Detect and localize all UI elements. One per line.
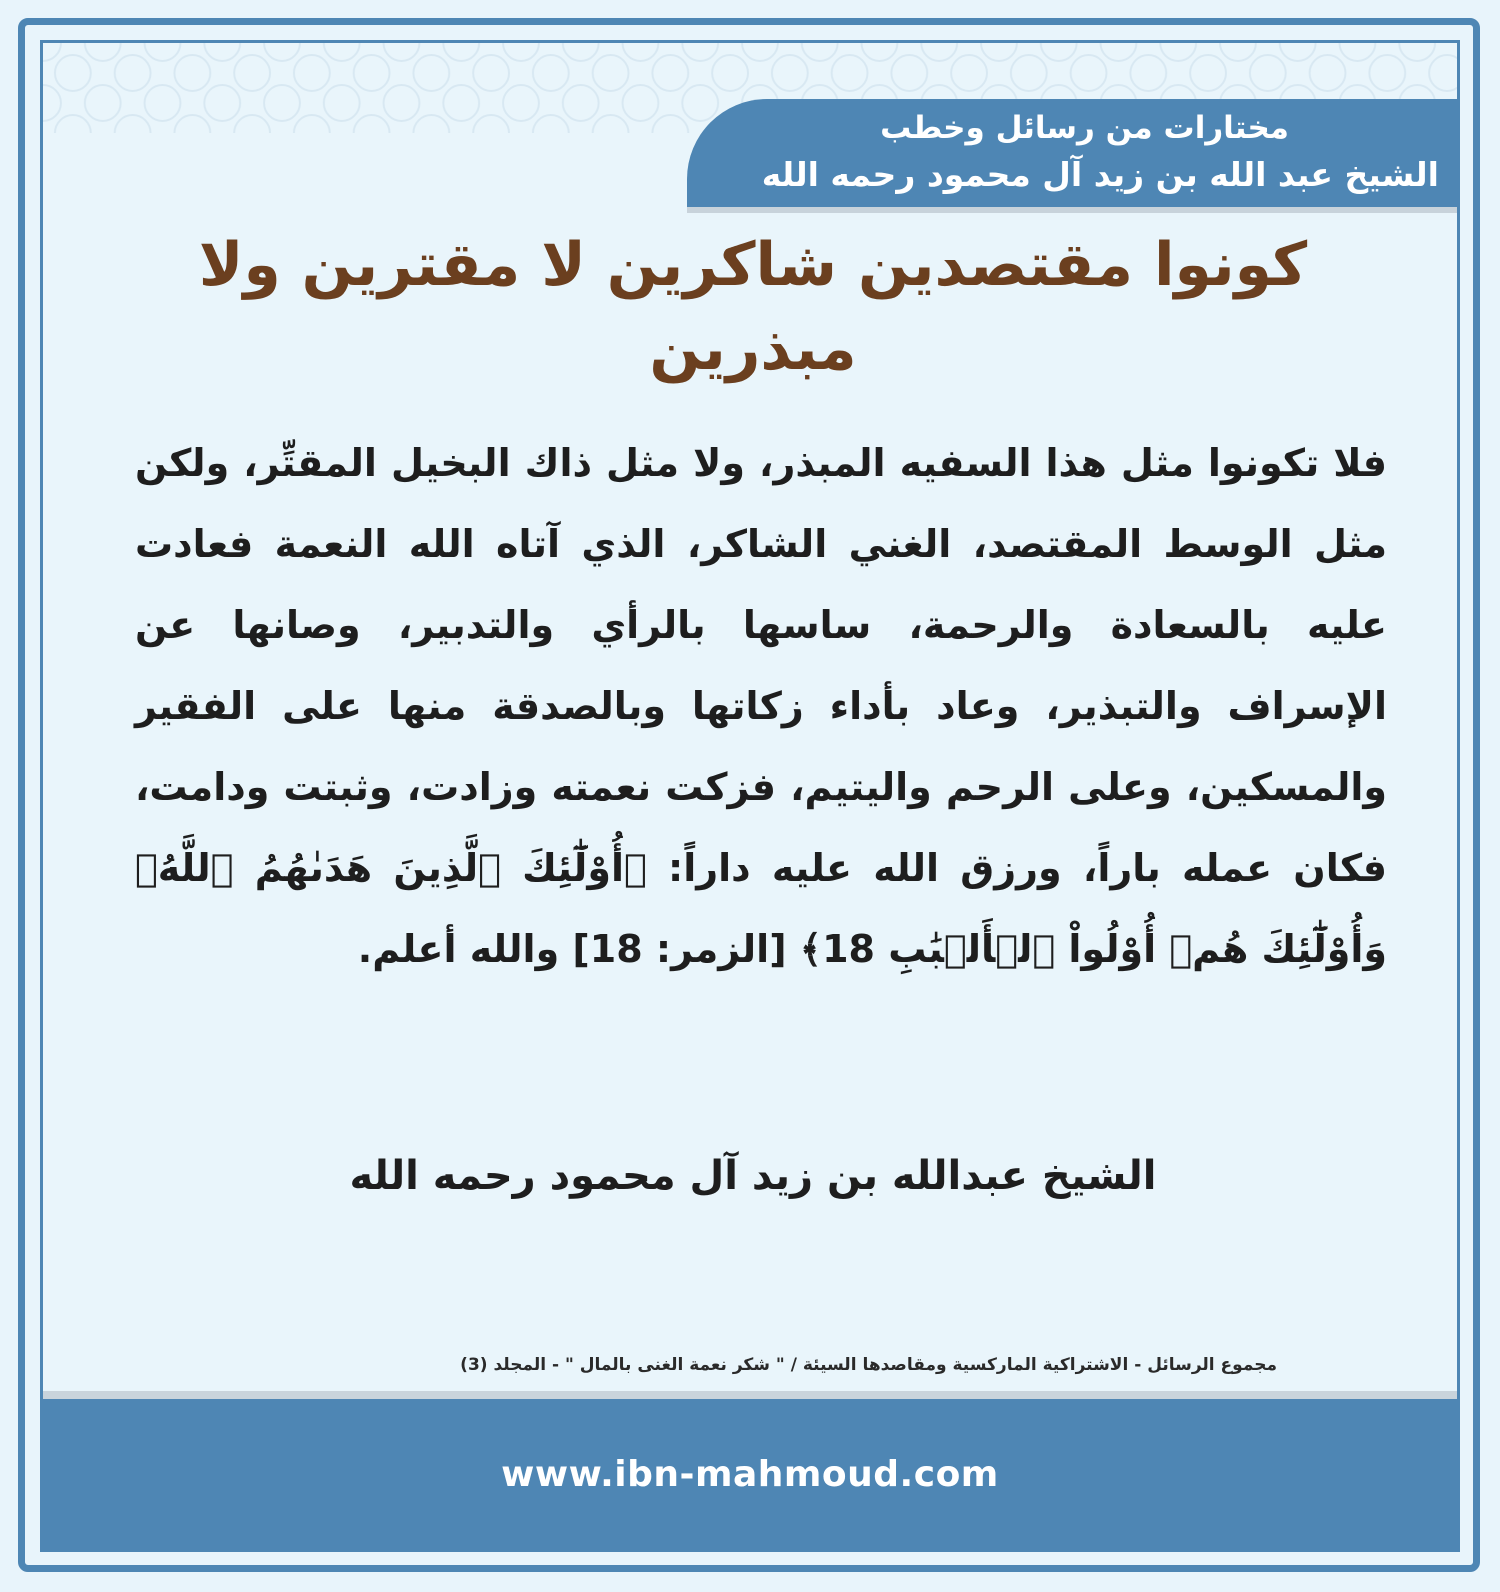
- source-reference: مجموع الرسائل - الاشتراكية الماركسية ومقاصدها السيئة / " شكر نعمة الغنى بالمال " - المجلد (3): [460, 1355, 1277, 1375]
- page-title: كونوا مقتصدين شاكرين لا مقترين ولا مبذرين: [198, 230, 1308, 384]
- author-signature: الشيخ عبدالله بن زيد آل محمود رحمه الله: [349, 1153, 1157, 1199]
- header-ribbon: [687, 99, 1457, 207]
- website-link[interactable]: www.ibn-mahmoud.com: [501, 1453, 999, 1495]
- body-paragraph: فلا تكونوا مثل هذا السفيه المبذر، ولا مثل ذاك البخيل المقتِّر، ولكن مثل الوسط المقتصد، الغني الشاكر، الذي آتاه الله النعمة فعادت عليه بالسعادة والرحمة، ساسها بالرأي والتدبير، وصانها عن الإسراف والتبذير، وعاد بأداء زكاتها وبالصدقة منها على الفقير والمسكين، وعلى الرحم واليتيم، فزكت نعمته وزادت، وثبتت ودامت، فكان عمله باراً، ورزق الله عليه داراً: ﴿أُوْلَٰٓئِكَ ٱلَّذِينَ هَدَىٰهُمُ ٱللَّهُۖ وَأُوْلَٰٓئِكَ هُمۡ أُوْلُواْ ٱلۡأَلۡبَٰبِ 18﴾ [الزمر: 18] والله أعلم.: [135, 441, 1387, 971]
- author-heading: الشيخ عبد الله بن زيد آل محمود رحمه الله: [761, 155, 1439, 194]
- footer-bar: [43, 1391, 1457, 1549]
- content-frame: [40, 40, 1460, 1552]
- series-title: مختارات من رسائل وخطب: [880, 110, 1289, 146]
